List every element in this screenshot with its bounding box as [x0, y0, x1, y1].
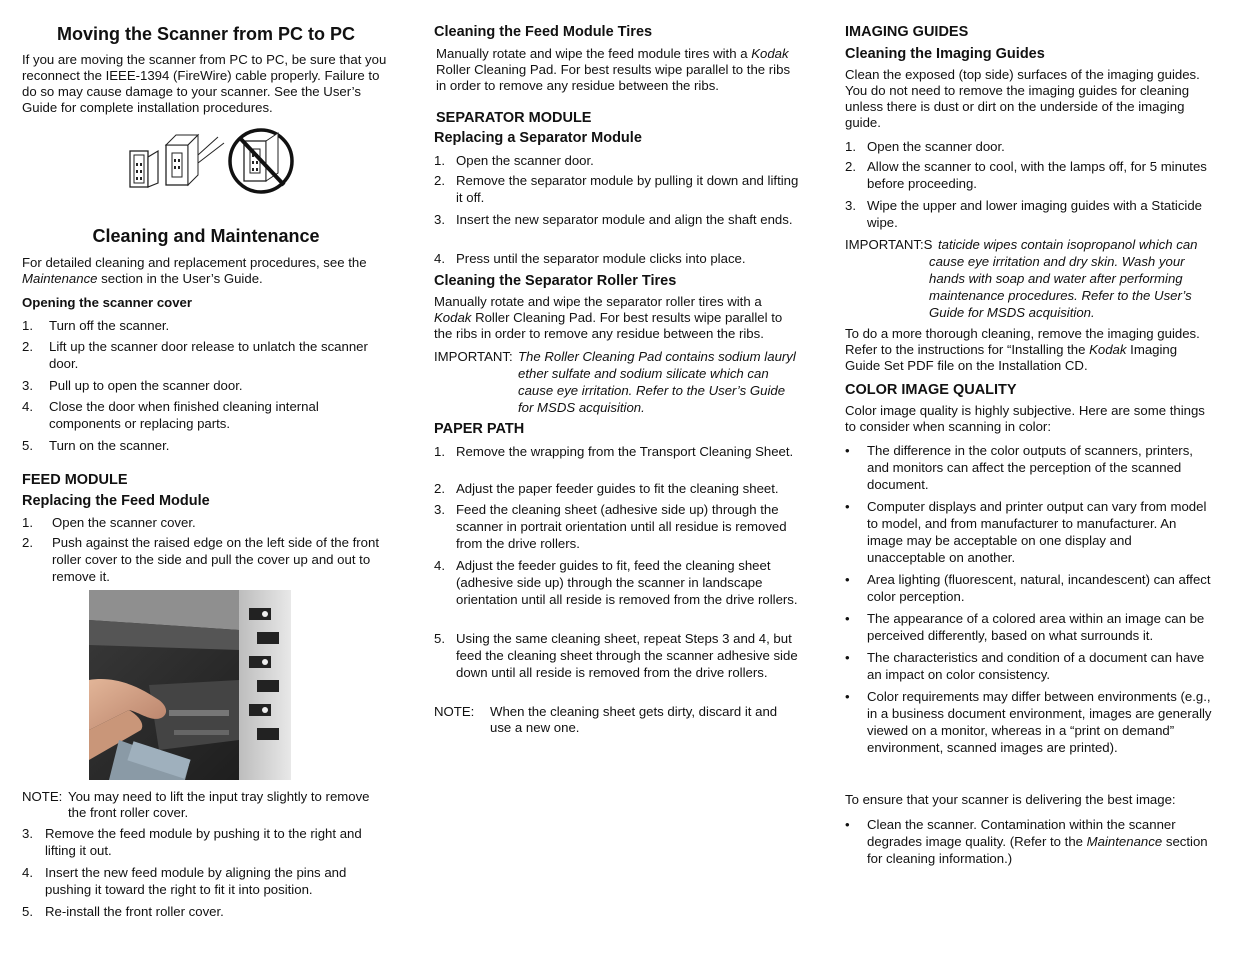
imaging-guides-heading: IMAGING GUIDES: [845, 24, 969, 40]
moving-body: If you are moving the scanner from PC to PC, be sure that you reconnect the IEEE-1394 (FireWire) cable properly. Failure to do so may cause damage to your scanner. See the User’s Guide for complete installation procedures.: [22, 52, 387, 115]
important-first-letter: S: [923, 237, 933, 252]
separator-important: [434, 348, 802, 416]
step-number: 3.: [22, 378, 33, 393]
important-label-wrap: [845, 236, 932, 253]
feed-tires-text-a: Manually rotate and wipe the feed module tires with a: [436, 46, 752, 61]
cleaning-intro-emphasis: Maintenance: [22, 271, 98, 286]
separator-step: [434, 152, 802, 169]
opening-step: [22, 398, 390, 432]
step-number: 3.: [434, 502, 445, 517]
step-text: Allow the scanner to cool, with the lamps off, for 5 minutes before proceeding.: [867, 159, 1207, 191]
paper-step: [434, 443, 802, 460]
step-number: 3.: [845, 198, 856, 213]
color-bullet: [845, 442, 1213, 493]
step-number: 5.: [22, 904, 33, 919]
feed-step: [22, 903, 390, 920]
color-bullet: [845, 498, 1213, 566]
feed-tires-body: [436, 46, 802, 94]
step-text: Push against the raised edge on the left side of the front roller cover to the side and pull the cover up and out to remove it.: [52, 535, 379, 584]
thorough-emphasis: Kodak: [1089, 342, 1127, 357]
step-text: Adjust the feeder guides to fit, feed the cleaning sheet (adhesive side up) through the scanner in landscape orientation until all reside is removed from the drive rollers.: [456, 558, 798, 607]
step-text: Wipe the upper and lower imaging guides with a Staticide wipe.: [867, 198, 1203, 230]
feed-module-heading: FEED MODULE: [22, 472, 128, 488]
clean-bullet-text-b: section for cleaning information.): [867, 834, 1208, 866]
step-text: Adjust the paper feeder guides to fit the cleaning sheet.: [456, 481, 779, 496]
step-text: Open the scanner cover.: [52, 515, 196, 530]
feed-tires-heading: Cleaning the Feed Module Tires: [434, 24, 653, 40]
step-number: 1.: [22, 515, 33, 530]
step-number: 3.: [434, 212, 445, 227]
step-number: 2.: [845, 159, 856, 174]
step-text: Press until the separator module clicks into place.: [456, 251, 746, 266]
color-bullet: [845, 688, 1213, 756]
thorough-text-a: To do a more thorough cleaning, remove the imaging guides. Refer to the instructions for “Installing the: [845, 326, 1200, 357]
step-number: 4.: [22, 399, 33, 414]
paper-note: [434, 704, 802, 736]
feed-tires-emphasis: Kodak: [751, 46, 789, 61]
step-text: Open the scanner door.: [456, 153, 594, 168]
ensure-text: To ensure that your scanner is delivering the best image:: [845, 792, 1176, 807]
step-text: Insert the new feed module by aligning the pins and pushing it toward the right to fit it into position.: [45, 865, 347, 897]
step-text: Lift up the scanner door release to unlatch the scanner door.: [49, 339, 368, 371]
feed-step: [22, 514, 390, 531]
bullet-icon: •: [845, 499, 850, 514]
note-label: NOTE:: [22, 789, 63, 804]
separator-tires-heading: Cleaning the Separator Roller Tires: [434, 273, 677, 289]
bullet-text: Area lighting (fluorescent, natural, incandescent) can affect color perception.: [867, 572, 1211, 604]
feed-step: [22, 825, 390, 859]
firewire-cable-illustration: [128, 123, 296, 199]
opening-step: [22, 338, 390, 372]
step-text: Close the door when finished cleaning internal components or replacing parts.: [49, 399, 319, 431]
note-text: When the cleaning sheet gets dirty, discard it and use a new one.: [490, 704, 778, 735]
step-text: Pull up to open the scanner door.: [49, 378, 243, 393]
step-text: Remove the feed module by pushing it to the right and lifting it out.: [45, 826, 362, 858]
step-number: 2.: [22, 339, 33, 354]
cleaning-guides-heading: Cleaning the Imaging Guides: [845, 46, 1045, 62]
important-text: The Roller Cleaning Pad contains sodium lauryl ether sulfate and sodium silicate which can cause eye irritation. Refer to the User’s Guide for MSDS acquisition.: [518, 349, 796, 415]
step-number: 4.: [22, 865, 33, 880]
important-text: taticide wipes contain isopropanol which can cause eye irritation and dry skin. Wash your hands with soap and water after performing maintenance procedures. Refer to the User’s Guide for MSDS acquisition.: [929, 237, 1198, 320]
feed-step: [22, 864, 390, 898]
step-number: 4.: [434, 251, 445, 266]
step-text: Feed the cleaning sheet (adhesive side up) through the scanner in portrait orientation until all residue is removed from the drive rollers.: [456, 502, 787, 551]
replacing-separator-heading: Replacing a Separator Module: [434, 130, 642, 146]
cleaning-maintenance-title: Cleaning and Maintenance: [92, 226, 320, 246]
step-text: Re-install the front roller cover.: [45, 904, 224, 919]
clean-bullet-emphasis: Maintenance: [1086, 834, 1163, 849]
step-number: 1.: [845, 139, 856, 154]
separator-tires-emphasis: Kodak: [434, 310, 472, 325]
step-text: Open the scanner door.: [867, 139, 1005, 154]
bullet-text: The appearance of a colored area within an image can be perceived differently, based on what surrounds it.: [867, 611, 1205, 643]
step-text: Remove the wrapping from the Transport Cleaning Sheet.: [456, 444, 794, 459]
color-quality-body: Color image quality is highly subjective. Here are some things to consider when scanning in color:: [845, 403, 1205, 434]
paper-step: [434, 501, 802, 552]
separator-tires-text-a: Manually rotate and wipe the separator roller tires with a: [434, 294, 762, 309]
bullet-icon: •: [845, 817, 850, 832]
separator-tires-body: [434, 294, 802, 342]
step-number: 1.: [434, 444, 445, 459]
bullet-text: The characteristics and condition of a document can have an impact on color consistency.: [867, 650, 1205, 682]
bullet-icon: •: [845, 572, 850, 587]
separator-step: [434, 211, 802, 228]
step-number: 3.: [22, 826, 33, 841]
note-label: NOTE:: [434, 704, 475, 719]
color-bullet: [845, 571, 1213, 605]
guide-step: [845, 158, 1213, 192]
bullet-text: The difference in the color outputs of scanners, printers, and monitors can affect the perception of the scanned document.: [867, 443, 1193, 492]
bullet-icon: •: [845, 689, 850, 704]
guides-body: Clean the exposed (top side) surfaces of the imaging guides. You do not need to remove the imaging guides for cleaning unless there is dust or dirt on the underside of the imaging guide.: [845, 67, 1200, 130]
separator-tires-text-b: Roller Cleaning Pad. For best results wipe parallel to the ribs in order to remove any residue between the ribs.: [434, 310, 783, 341]
step-number: 2.: [22, 535, 33, 550]
color-bullet: [845, 610, 1213, 644]
cleaning-intro-text-a: For detailed cleaning and replacement procedures, see the: [22, 255, 367, 270]
color-quality-heading: COLOR IMAGE QUALITY: [845, 382, 1017, 398]
paper-path-heading: PAPER PATH: [434, 421, 525, 437]
step-number: 4.: [434, 558, 445, 573]
step-text: Insert the new separator module and align the shaft ends.: [456, 212, 793, 227]
thorough-text-b: Imaging Guide Set PDF file on the Installation CD.: [845, 342, 1178, 373]
feed-step: [22, 534, 390, 585]
opening-step: [22, 437, 390, 454]
bullet-text: Computer displays and printer output can vary from model to model, and from manufacturer to manufacturer. An image may be acceptable on one display and unacceptable on another.: [867, 499, 1207, 565]
step-number: 1.: [434, 153, 445, 168]
separator-step: [434, 172, 802, 206]
bullet-icon: •: [845, 443, 850, 458]
guide-step: [845, 138, 1213, 155]
step-text: Remove the separator module by pulling it down and lifting it off.: [456, 173, 799, 205]
important-label: IMPORTANT:: [845, 237, 924, 252]
thorough-cleaning: [845, 326, 1213, 374]
paper-step: [434, 480, 802, 497]
bullet-icon: •: [845, 650, 850, 665]
separator-step: [434, 250, 802, 267]
clean-bullet-text-a: Clean the scanner. Contamination within the scanner degrades image quality. (Refer to the: [867, 817, 1176, 849]
opening-step: [22, 377, 390, 394]
paper-step: [434, 630, 802, 681]
color-bullet: [845, 649, 1213, 683]
cleaning-intro: [22, 255, 390, 287]
important-label: IMPORTANT:: [434, 349, 513, 364]
separator-heading: SEPARATOR MODULE: [436, 110, 592, 126]
bullet-icon: •: [845, 611, 850, 626]
clean-bullet: [845, 816, 1213, 867]
replacing-feed-heading: Replacing the Feed Module: [22, 493, 210, 509]
moving-title: Moving the Scanner from PC to PC: [56, 24, 356, 44]
step-number: 5.: [22, 438, 33, 453]
step-number: 2.: [434, 173, 445, 188]
step-number: 2.: [434, 481, 445, 496]
feed-note: [22, 789, 390, 821]
feed-tires-text-b: Roller Cleaning Pad. For best results wipe parallel to the ribs in order to remove any residue between the ribs.: [436, 62, 791, 93]
bullet-text: Color requirements may differ between environments (e.g., in a business document environment, images are generally viewed on a monitor, whereas in a “print on demand” environment, scanned images are printed).: [867, 689, 1212, 755]
step-text: Using the same cleaning sheet, repeat Steps 3 and 4, but feed the cleaning sheet through the scanner adhesive side down until all reside is removed from the drive rollers.: [456, 631, 798, 680]
guide-step: [845, 197, 1213, 231]
guides-important: [845, 236, 1213, 321]
feed-module-photo: [89, 590, 291, 780]
step-text: Turn off the scanner.: [49, 318, 170, 333]
opening-step: [22, 317, 390, 334]
note-text: You may need to lift the input tray slightly to remove the front roller cover.: [68, 789, 370, 820]
paper-step: [434, 557, 802, 608]
step-number: 5.: [434, 631, 445, 646]
step-number: 1.: [22, 318, 33, 333]
step-text: Turn on the scanner.: [49, 438, 170, 453]
opening-cover-heading: Opening the scanner cover: [22, 295, 193, 310]
cleaning-intro-text-b: section in the User’s Guide.: [97, 271, 263, 286]
